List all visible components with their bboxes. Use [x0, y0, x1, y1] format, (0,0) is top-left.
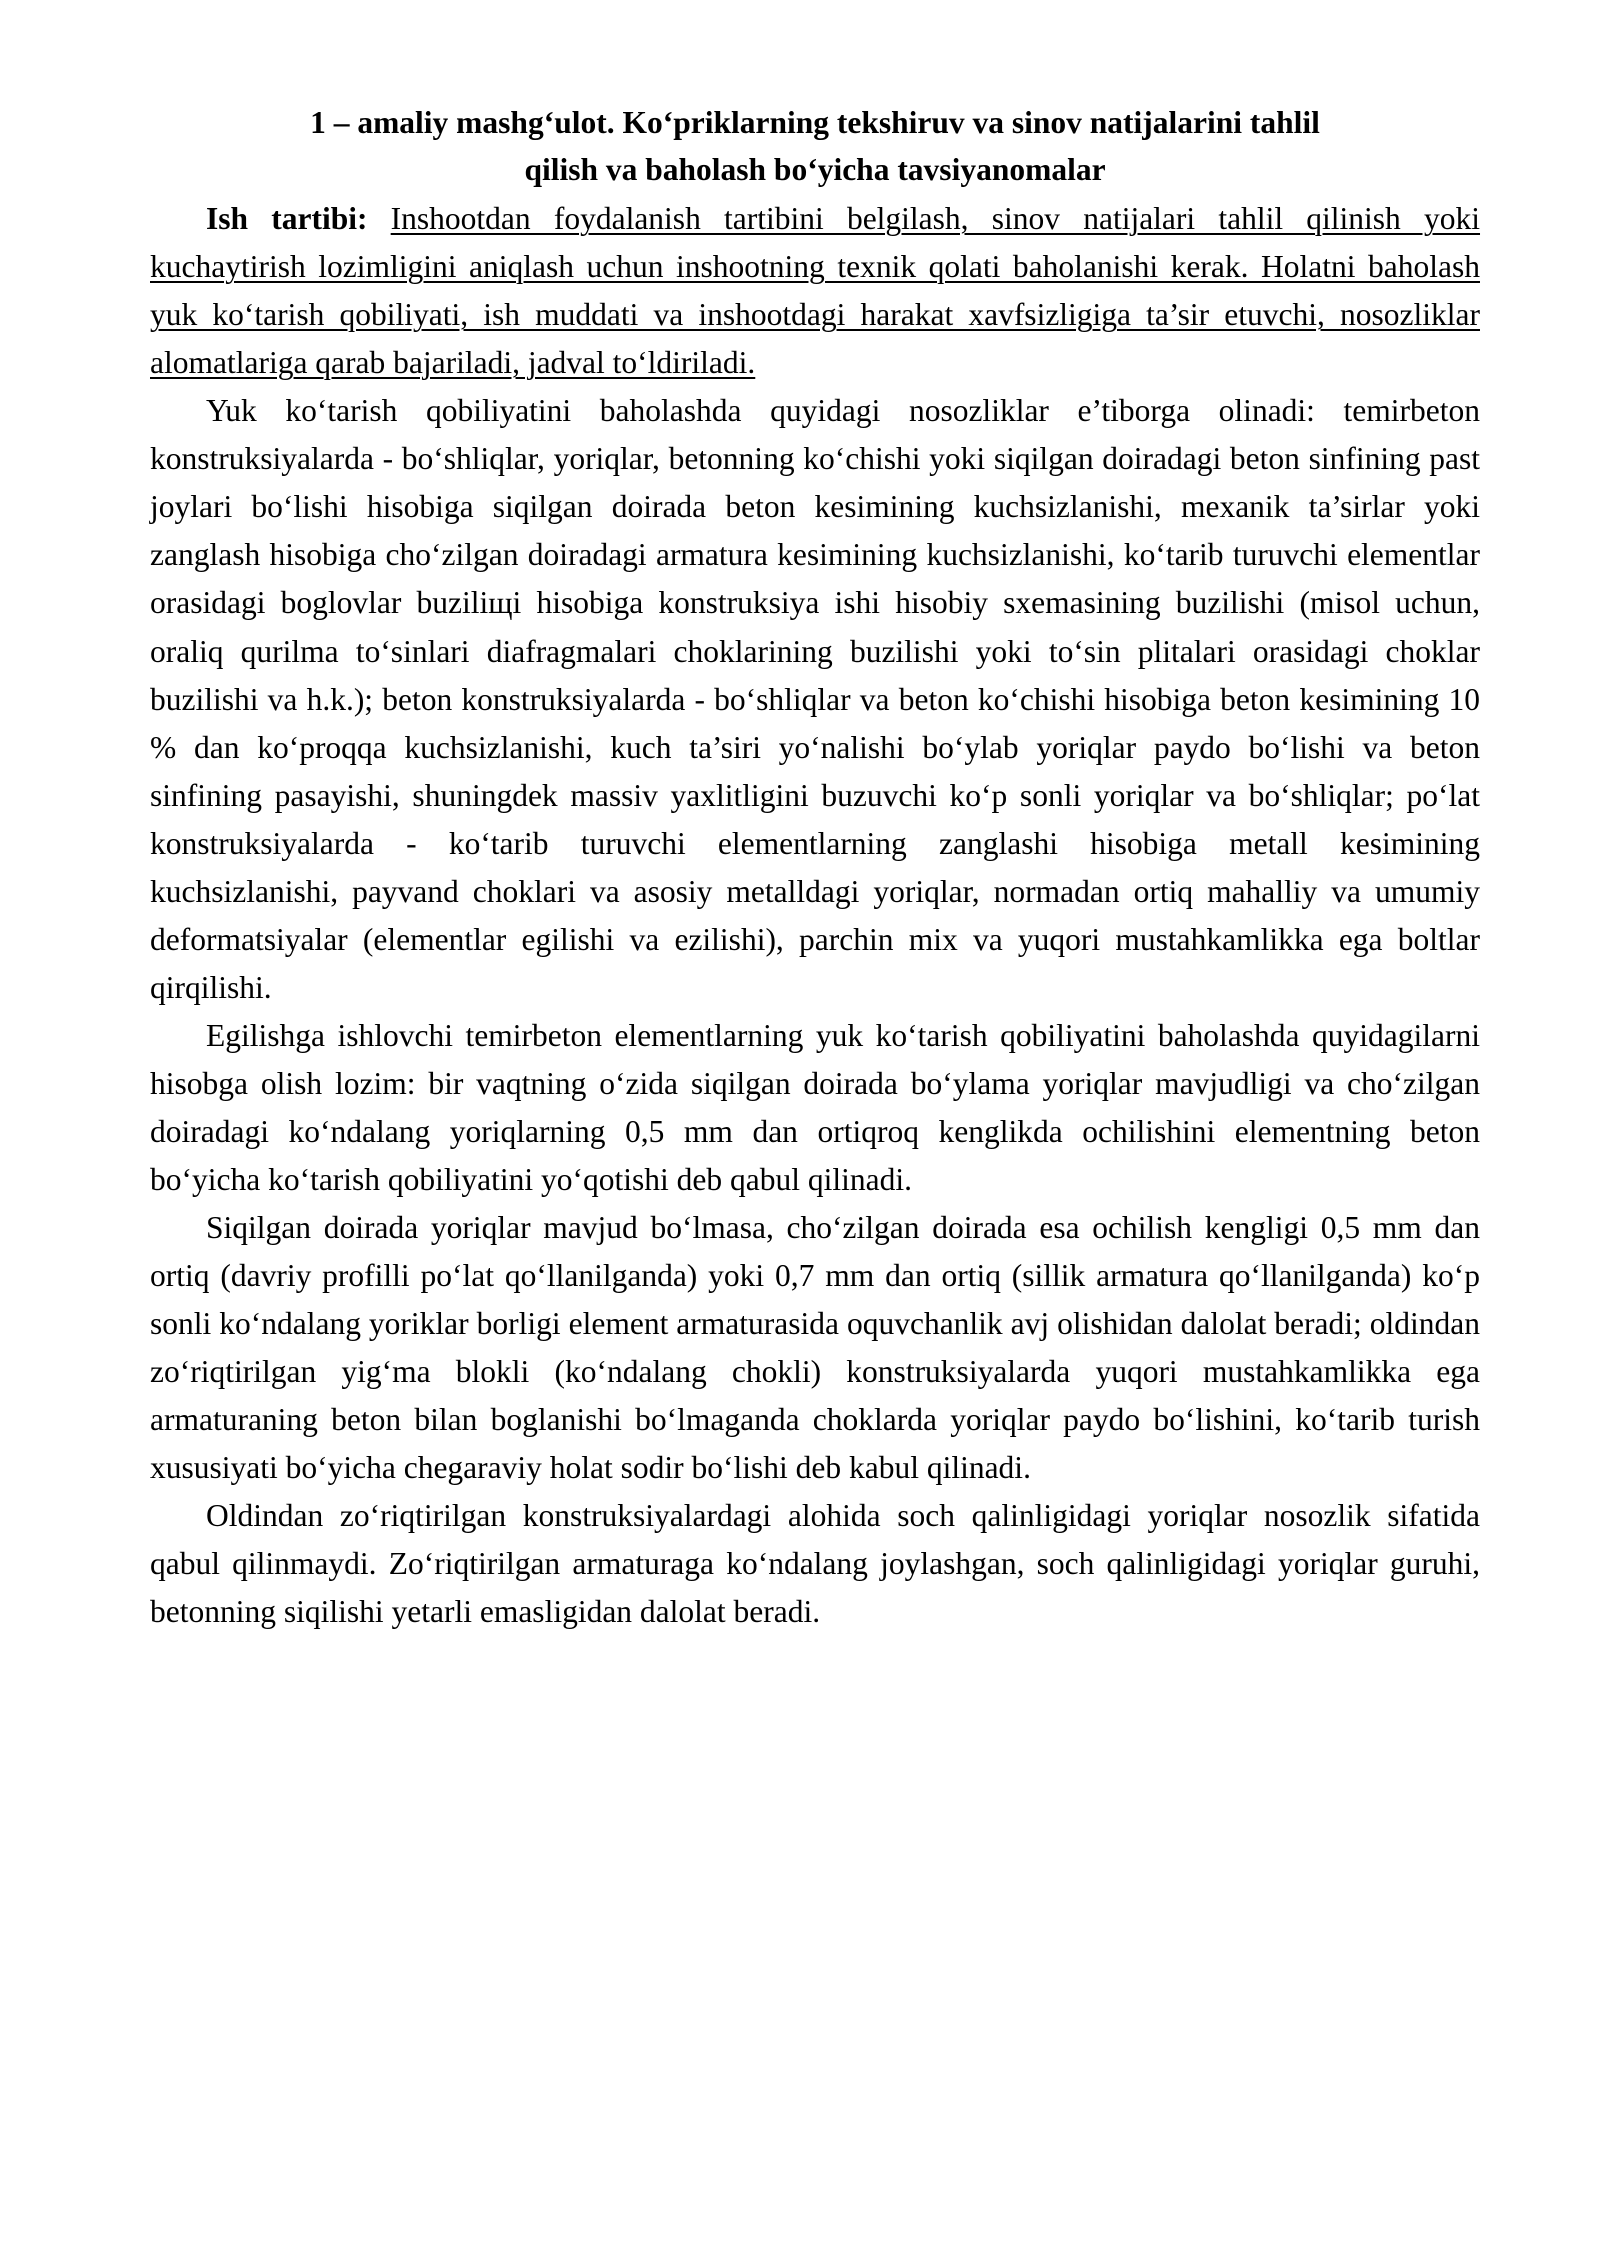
- procedure-paragraph: [150, 195, 1480, 387]
- paragraph-oldindan-zoriqtirilgan: Oldindan zo‘riqtirilgan konstruksiyalardagi alohida soch qalinligidagi yoriqlar nosozlik sifatida qabul qilinmaydi. Zo‘riqtirilgan armaturaga ko‘ndalang joylashgan, soch qalinligidagi yoriqlar guruhi, betonning siqilishi yetarli emasligidan dalolat beradi.: [150, 1498, 1480, 1630]
- paragraph-siqilgan-doirada: Siqilgan doirada yoriqlar mavjud bo‘lmasa, cho‘zilgan doirada esa ochilish kengligi 0,5 mm dan ortiq (davriy profilli po‘lat qo‘llanilganda) yoki 0,7 mm dan ortiq (sillik armatura qo‘llanilganda) ko‘p sonli ko‘ndalang yoriklar borligi element armaturasida oquvchanlik avj olishidan dalolat beradi; oldindan zo‘riqtirilgan yig‘ma blokli (ko‘ndalang chokli) konstruksiyalarda yuqori mustahkamlikka ega armaturaning beton bilan boglanishi bo‘lmaganda choklarda yoriqlar paydo bo‘lishini, ko‘tarib turish xususiyati bo‘yicha chegaraviy holat sodir bo‘lishi deb kabul qilinadi.: [150, 1209, 1480, 1486]
- procedure-label: Ish tartibi:: [206, 201, 368, 237]
- document-title-line-2: qilish va baholash bo‘yicha tavsiyanomalar: [524, 151, 1106, 187]
- document-title-line-1: 1 – amaliy mashg‘ulot. Ko‘priklarning tekshiruv va sinov natijalarini tahlil: [310, 105, 1320, 140]
- document-body: [150, 100, 1480, 1636]
- procedure-text: Inshootdan foydalanish tartibini belgilash, sinov natijalari tahlil qilinish yoki kuchaytirish lozimligini aniqlash uchun inshootning texnik qolati baholanishi kerak. Holatni baholash yuk ko‘tarish qobiliyati, ish muddati va inshootdagi harakat xavfsizligiga ta’sir etuvchi, nosozliklar alomatlariga qarab bajariladi, jadval to‘ldiriladi.: [150, 201, 1481, 381]
- paragraph-yuk-kotarish: Yuk ko‘tarish qobiliyatini baholashda quyidagi nosozliklar e’tiborga olinadi: temirbeton konstruksiyalarda - bo‘shliqlar, yoriqlar, betonning ko‘chishi yoki siqilgan doiradagi beton sinfining past joylari bo‘lishi hisobiga siqilgan doirada beton kesimining kuchsizlanishi, mexanik ta’sirlar yoki zanglash hisobiga cho‘zilgan doiradagi armatura kesimining kuchsizlanishi, ko‘tarib turuvchi elementlar orasidagi boglovlar buziliщi hisobiga konstruksiya ishi hisobiy sxemasining buzilishi (misol uchun, oraliq qurilma to‘sinlari diafragmalari choklarining buzilishi yoki to‘sin plitalari orasidagi choklar buzilishi va h.k.); beton konstruksiyalarda - bo‘shliqlar va beton ko‘chishi hisobiga beton kesimining 10 % dan ko‘proqqa kuchsizlanishi, kuch ta’siri yo‘nalishi bo‘ylab yoriqlar paydo bo‘lishi va beton sinfining pasayishi, shuningdek massiv yaxlitligini buzuvchi ko‘p sonli yoriqlar va bo‘shliqlar; po‘lat konstruksiyalarda - ko‘tarib turuvchi elementlarning zanglashi hisobiga metall kesimining kuchsizlanishi, payvand choklari va asosiy metalldagi yoriqlar, normadan ortiq mahalliy va umumiy deformatsiyalar (elementlar egilishi va ezilishi), parchin mix va yuqori mustahkamlikka ega boltlar qirqilishi.: [150, 393, 1480, 1005]
- paragraph-egilishga-ishlovchi: Egilishga ishlovchi temirbeton elementlarning yuk ko‘tarish qobiliyatini baholashda quyidagilarni hisobga olish lozim: bir vaqtning o‘zida siqilgan doirada bo‘ylama yoriqlar mavjudligi va cho‘zilgan doiradagi ko‘ndalang yoriqlarning 0,5 mm dan ortiqroq kenglikda ochilishini elementning beton bo‘yicha ko‘tarish qobiliyatini yo‘qotishi deb qabul qilinadi.: [150, 1017, 1480, 1197]
- document-title: [150, 100, 1480, 193]
